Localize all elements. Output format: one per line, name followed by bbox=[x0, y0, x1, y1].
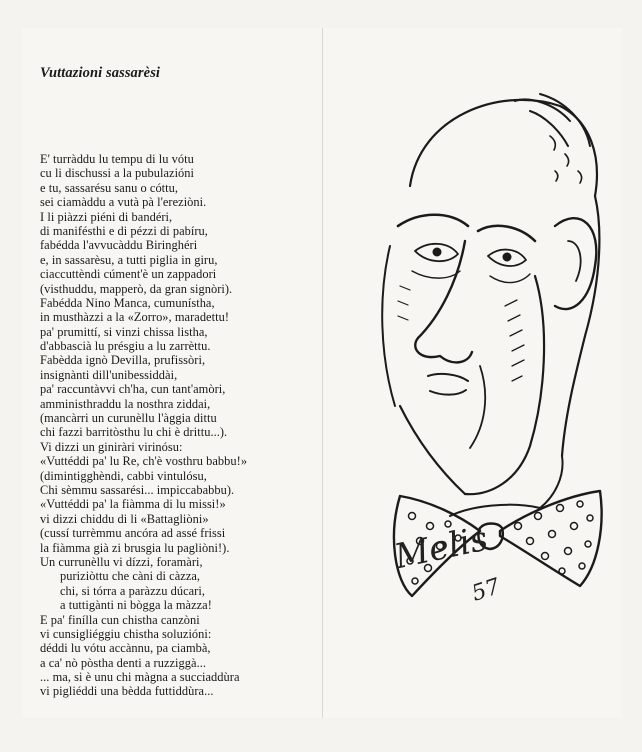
poem-line: E' turràddu lu tempu di lu vótu bbox=[40, 152, 194, 166]
poem-line: Vi dizzi un giniràri virinósu: bbox=[40, 439, 183, 454]
poem-line: (cussí turrèmmu ancóra ad assé frissi bbox=[40, 526, 226, 541]
poem-line: Fabèdda ignò Devilla, prufissòri, bbox=[40, 353, 206, 368]
poem-line: e tu, sassarésu sanu o cóttu, bbox=[40, 180, 179, 195]
poem-line: d'abbascià lu présgiu a lu zarrèttu. bbox=[40, 339, 211, 354]
artist-signature: Melis bbox=[390, 518, 492, 578]
poem-line: déddi lu vótu accànnu, pa ciambà, bbox=[40, 641, 211, 656]
poem-line: sei ciamàddu a vutà pà l'ereziòni. bbox=[40, 195, 207, 210]
poem-line: vi pigliéddi una bèdda futtiddùra... bbox=[40, 684, 214, 699]
book-page bbox=[22, 28, 622, 718]
poem-line: insignànti dill'unibessiddài, bbox=[40, 367, 178, 382]
poem-line: «Vuttéddi pa' la fiàmma di lu missi!» bbox=[40, 497, 226, 512]
poem-line: pa' raccuntàvvi ch'ha, cun tant'amòri, bbox=[40, 382, 226, 397]
poem-line: la fiàmma già zi brusgia lu pagliòni!). bbox=[40, 540, 230, 555]
poem-line: amministhraddu la nosthra ziddai, bbox=[40, 396, 211, 411]
poem-line: Chi sèmmu sassarési... impiccababbu). bbox=[40, 482, 235, 497]
poem-line: (mancàrri un curunèllu l'àggia dittu bbox=[40, 411, 217, 426]
poem-line: Un currunèllu vi dízzi, foramàri, bbox=[40, 554, 203, 569]
poem-line: «Vuttéddi pa' lu Re, ch'è vosthru babbu!» bbox=[40, 454, 248, 469]
poem bbox=[40, 152, 318, 699]
poem-line: cu li dischussi a la pubulazióni bbox=[40, 166, 195, 181]
poem-line: a ca' nò pòstha denti a ruzziggà... bbox=[40, 655, 207, 670]
poem-line: chi fazzi barritòsthu lu chi è drittu...). bbox=[40, 425, 228, 440]
poem-line: in musthàzzi a la «Zorro», maradettu! bbox=[40, 310, 230, 325]
poem-line: vi cunsigliéggiu chistha soluzióni: bbox=[40, 626, 212, 641]
poem-line: (visthuddu, mapperò, da gran signòri). bbox=[40, 281, 233, 296]
poem-line: puriziòttu che càni di càzza, bbox=[60, 569, 201, 584]
poem-line: fabédda l'avvucàddu Biringhéri bbox=[40, 238, 198, 253]
poem-line: a tuttigànti ni bògga la màzza! bbox=[60, 598, 212, 613]
poem-line: ciaccuttèndi cúment'è un zappadori bbox=[40, 267, 217, 282]
poem-line: e, in sassarèsu, a tutti piglia in giru, bbox=[40, 252, 218, 267]
poem-line: E pa' finílla cun chistha canzòni bbox=[40, 612, 200, 627]
poem-line: (dimintigghèndi, cabbi vintulósu, bbox=[40, 468, 207, 483]
poem-line: Fabédda Nino Manca, cumunístha, bbox=[40, 295, 215, 310]
page-fold bbox=[322, 28, 323, 718]
poem-line: vi dizzi chiddu di li «Battagliòni» bbox=[40, 511, 209, 526]
poem-line: I li piàzzi piéni di bandéri, bbox=[40, 209, 173, 224]
signature-year: 57 bbox=[468, 574, 504, 607]
poem-line: pa' prumittí, si vinzi chissa listha, bbox=[40, 324, 208, 339]
poem-line: chi, si tórra a paràzzu dúcari, bbox=[60, 583, 205, 598]
page-title: Vuttazioni sassarèsi bbox=[40, 65, 161, 81]
poem-line: ... ma, si è unu chi màgna a succiaddùra bbox=[40, 670, 240, 685]
poem-line: di manifésthi e di pézzi di pabíru, bbox=[40, 223, 208, 238]
